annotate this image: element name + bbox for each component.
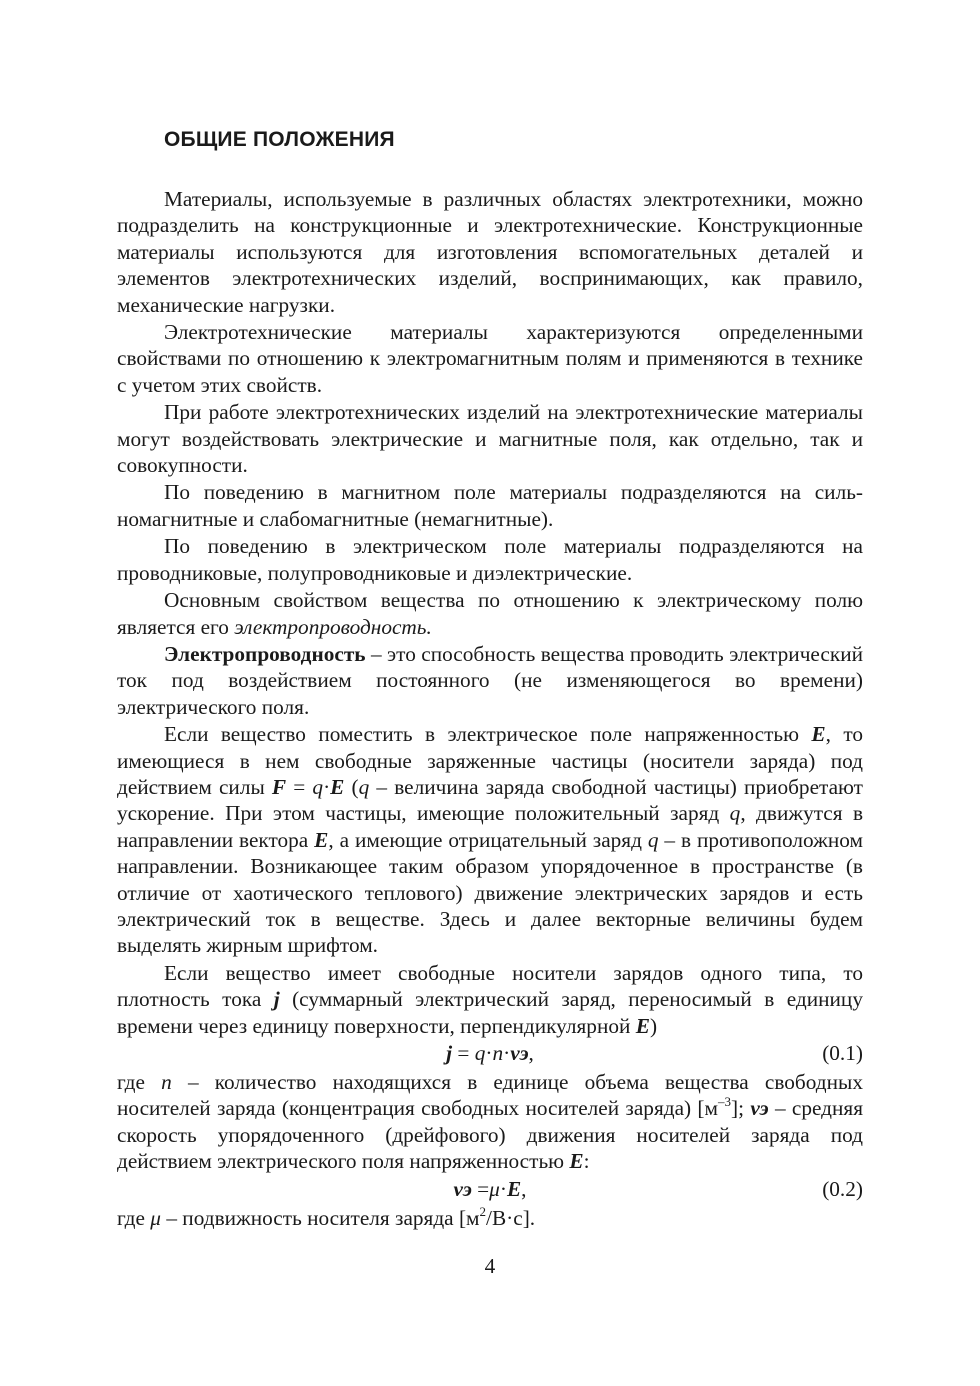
- emphasis-run: E: [330, 774, 345, 799]
- text-run: =: [452, 1041, 475, 1065]
- emphasis-run: q: [647, 827, 659, 852]
- text-run: Электротехнические материалы характеризуются определенными свойствами по отношению к электромагнитным полям и применяются в технике с учетом этих свойств.: [117, 320, 863, 397]
- emphasis-run: n: [161, 1070, 172, 1094]
- superscript: 2: [479, 1203, 487, 1219]
- paragraph: [117, 1205, 863, 1231]
- emphasis-run: j: [446, 1041, 453, 1065]
- emphasis-run: E: [811, 722, 826, 747]
- equation-number: (0.2): [822, 1176, 863, 1201]
- emphasis-run: э: [462, 1176, 472, 1201]
- paragraph: [117, 399, 863, 478]
- emphasis-run: q: [312, 774, 324, 799]
- emphasis-run: μ: [489, 1176, 500, 1201]
- text-run: , то имеющиеся в нем свободные заряженные частицы (носители заряда) под действием силы: [117, 722, 863, 799]
- emphasis-run: q: [474, 1041, 486, 1065]
- text-run: ·: [485, 1041, 493, 1065]
- text-run: /В·с].: [486, 1205, 536, 1230]
- paragraph: [117, 479, 863, 532]
- formula: [117, 1175, 863, 1204]
- section-heading: ОБЩИЕ ПОЛОЖЕНИЯ: [164, 128, 395, 151]
- text-run: где: [117, 1205, 151, 1230]
- text-run: – это способность вещества проводить электрический ток под воздействием постоянного (не изменяющегося во времени) электрического поля.: [117, 641, 863, 719]
- text-run: , движутся в направлении вектора: [117, 801, 863, 852]
- emphasis-run: э: [519, 1041, 529, 1065]
- emphasis-run: j: [273, 987, 280, 1012]
- text-run: – количество находящихся в единице объема вещества свободных носителей заряда (концентрация свободных носителей заряда) [м: [117, 1070, 863, 1121]
- emphasis-run: E: [635, 1013, 650, 1038]
- formula: [117, 1039, 863, 1068]
- text-run: , а имеющие отрицательный заряд: [328, 827, 648, 852]
- text-run: =: [471, 1176, 490, 1201]
- paragraph: [117, 1069, 863, 1175]
- emphasis-run: E: [506, 1176, 522, 1201]
- text-run: – величина заряда свободной частицы) приобретают ускорение. При этом частицы, имеющие положительный заряд: [117, 774, 863, 826]
- emphasis-run: э: [759, 1096, 769, 1121]
- emphasis-run: Электропроводность: [164, 641, 366, 666]
- text-run: ·: [323, 774, 331, 799]
- emphasis-run: μ: [150, 1205, 161, 1230]
- text-run: (: [344, 774, 359, 799]
- text-run: ): [649, 1013, 658, 1038]
- text-run: ·: [499, 1176, 507, 1201]
- emphasis-run: q: [358, 774, 370, 799]
- paragraph: [117, 721, 863, 959]
- text-run: Основным свойством вещества по отношению к электрическому полю является его: [117, 588, 863, 639]
- text-run: :: [583, 1149, 590, 1174]
- text-run: – в противоположном направлении. Возникающее таким образом упорядоченное в пространстве (в отличие от хаотического теплового) движение электрических зарядов и есть электрический ток в веществе. Здесь и далее векторные величины будем выделять жирным шрифтом.: [117, 827, 863, 958]
- text-run: ];: [731, 1096, 751, 1121]
- paragraph: [117, 319, 863, 398]
- text-run: (суммарный электрический заряд, переносимый в единицу времени через единицу поверхности, перпендикулярной: [117, 987, 863, 1038]
- emphasis-run: q: [729, 801, 741, 826]
- text-run: – средняя скорость упорядоченного (дрейфового) движения носителей заряда под действием электрического поля напряженностью: [117, 1096, 863, 1174]
- text-run: Если вещество поместить в электрическое поле напряженностью: [164, 722, 812, 747]
- formula-expression: [117, 1039, 863, 1068]
- emphasis-run: E: [569, 1149, 584, 1174]
- text-run: При работе электротехнических изделий на электротехнические материалы могут воздействовать электрические и магнитные поля, как отдельно, так и совокупности.: [117, 400, 863, 478]
- page-number: 4: [484, 1254, 496, 1278]
- text-run: Если вещество имеет свободные носители зарядов одного типа, то плотность тока: [117, 960, 863, 1012]
- text-run: ·: [503, 1041, 511, 1065]
- superscript: –3: [718, 1094, 732, 1110]
- text-run: ,: [521, 1176, 527, 1201]
- emphasis-run: v: [453, 1176, 463, 1201]
- emphasis-run: электропроводность.: [234, 614, 432, 639]
- text-run: По поведению в электрическом поле материалы подразделяются на проводниковые, полупроводниковые и диэлектрические.: [117, 534, 863, 585]
- text-run: =: [286, 774, 313, 799]
- emphasis-run: E: [314, 827, 329, 852]
- text-run: где: [117, 1070, 162, 1094]
- emphasis-run: F: [271, 774, 287, 799]
- emphasis-run: v: [510, 1041, 520, 1065]
- emphasis-run: v: [750, 1096, 760, 1121]
- text-run: Материалы, используемые в различных областях электротехники, можно подразделить на конструкционные и электротехнические. Конструкционные материалы используются для изготовления вспомогательных деталей и элементов электротехнических изделий, воспринимающих, как правило, механические нагрузки.: [117, 187, 863, 317]
- paragraph: [117, 533, 863, 586]
- text-run: – подвижность носителя заряда [м: [161, 1205, 480, 1230]
- text-run: ,: [528, 1041, 534, 1065]
- paragraph: [117, 587, 863, 640]
- paragraph: [117, 960, 863, 1039]
- formula-expression: [117, 1175, 863, 1204]
- paragraph: [117, 186, 863, 318]
- paragraph: [117, 641, 863, 720]
- body-text: [117, 186, 863, 1231]
- text-run: По поведению в магнитном поле материалы подразделяются на сильномагнитные и слабомагнитные (немагнитные).: [117, 480, 863, 531]
- equation-number: (0.1): [822, 1041, 863, 1065]
- emphasis-run: n: [492, 1041, 504, 1065]
